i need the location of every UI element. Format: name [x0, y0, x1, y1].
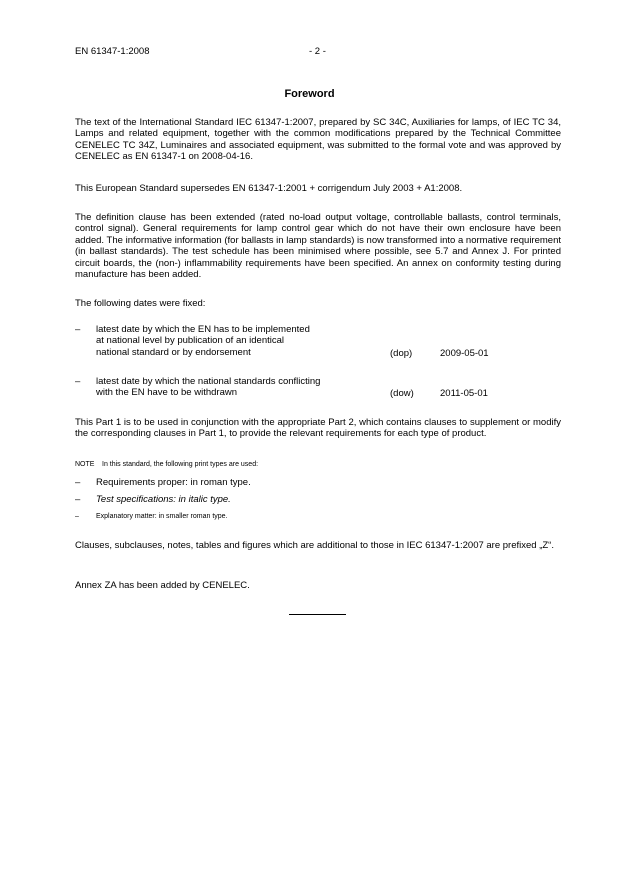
paragraph-intro: The text of the International Standard IEC 61347-1:2007, prepared by SC 34C, Auxiliaries for lamps, of IEC TC 34, Lamps and related equipment, together with the common modifications prepared by the Technical Committee CENELEC TC 34Z, Luminaires and associated equipment, was submitted to the formal vote and was approved by CENELEC as EN 61347-1 on 2008-04-16. [75, 117, 561, 163]
print-type-text: Explanatory matter: in smaller roman type. [96, 513, 228, 520]
section-title: Foreword [284, 88, 335, 100]
end-rule [289, 614, 346, 615]
print-type-text: Requirements proper: in roman type. [96, 477, 251, 488]
paragraph-prefixed-z: Clauses, subclauses, notes, tables and figures which are additional to those in IEC 61347-1:2007 are prefixed „Z“. [75, 540, 554, 551]
date-item-code: (dow) [390, 388, 414, 399]
print-type-dash: – [75, 513, 79, 520]
date-item-line: latest date by which the EN has to be implemented [96, 324, 310, 335]
paragraph-dates-intro: The following dates were fixed: [75, 298, 206, 309]
date-item-dash: – [75, 376, 81, 387]
date-item-line: national standard or by endorsement [96, 346, 251, 358]
paragraph-changes: The definition clause has been extended (rated no-load output voltage, controllable ballasts, control terminals, control signal). General requirements for lamp control gear which do not have their own enclosure have been added. The informative information (for ballasts in lamp standards) is now transformed into a normative requirement (in ballast standards). The test schedule has been minimised where possible, see 5.7 and Annex J. For printed circuit boards, the (non-) inflammability requirements have been specified. An annex on conformity testing during manufacture has been added. [75, 212, 561, 281]
date-item-line: latest date by which the national standards conflicting [96, 376, 321, 387]
date-item-line: with the EN have to be withdrawn [96, 387, 237, 399]
note-text: In this standard, the following print types are used: [102, 461, 259, 468]
paragraph-supersedes: This European Standard supersedes EN 61347-1:2001 + corrigendum July 2003 + A1:2008. [75, 183, 463, 194]
print-type-dash: – [75, 494, 81, 505]
date-item-code: (dop) [390, 348, 413, 359]
header-doc-id: EN 61347-1:2008 [75, 46, 150, 57]
date-item-date: 2009-05-01 [440, 348, 489, 359]
print-type-dash: – [75, 477, 81, 488]
note [75, 461, 258, 468]
print-type-text: Test specifications: in italic type. [96, 494, 231, 505]
note-label: NOTE [75, 461, 95, 468]
date-item-description [96, 324, 366, 358]
paragraph-annex-za: Annex ZA has been added by CENELEC. [75, 580, 250, 591]
header-page-number: - 2 - [309, 46, 326, 57]
paragraph-part1-usage: This Part 1 is to be used in conjunction with the appropriate Part 2, which contains clauses to supplement or modify the corresponding clauses in Part 1, to provide the relevant requirements for each type of product. [75, 417, 561, 440]
date-item-date: 2011-05-01 [440, 388, 488, 399]
date-item-dash: – [75, 324, 81, 335]
date-item-line: at national level by publication of an identical [96, 335, 285, 347]
date-item-description [96, 376, 366, 399]
